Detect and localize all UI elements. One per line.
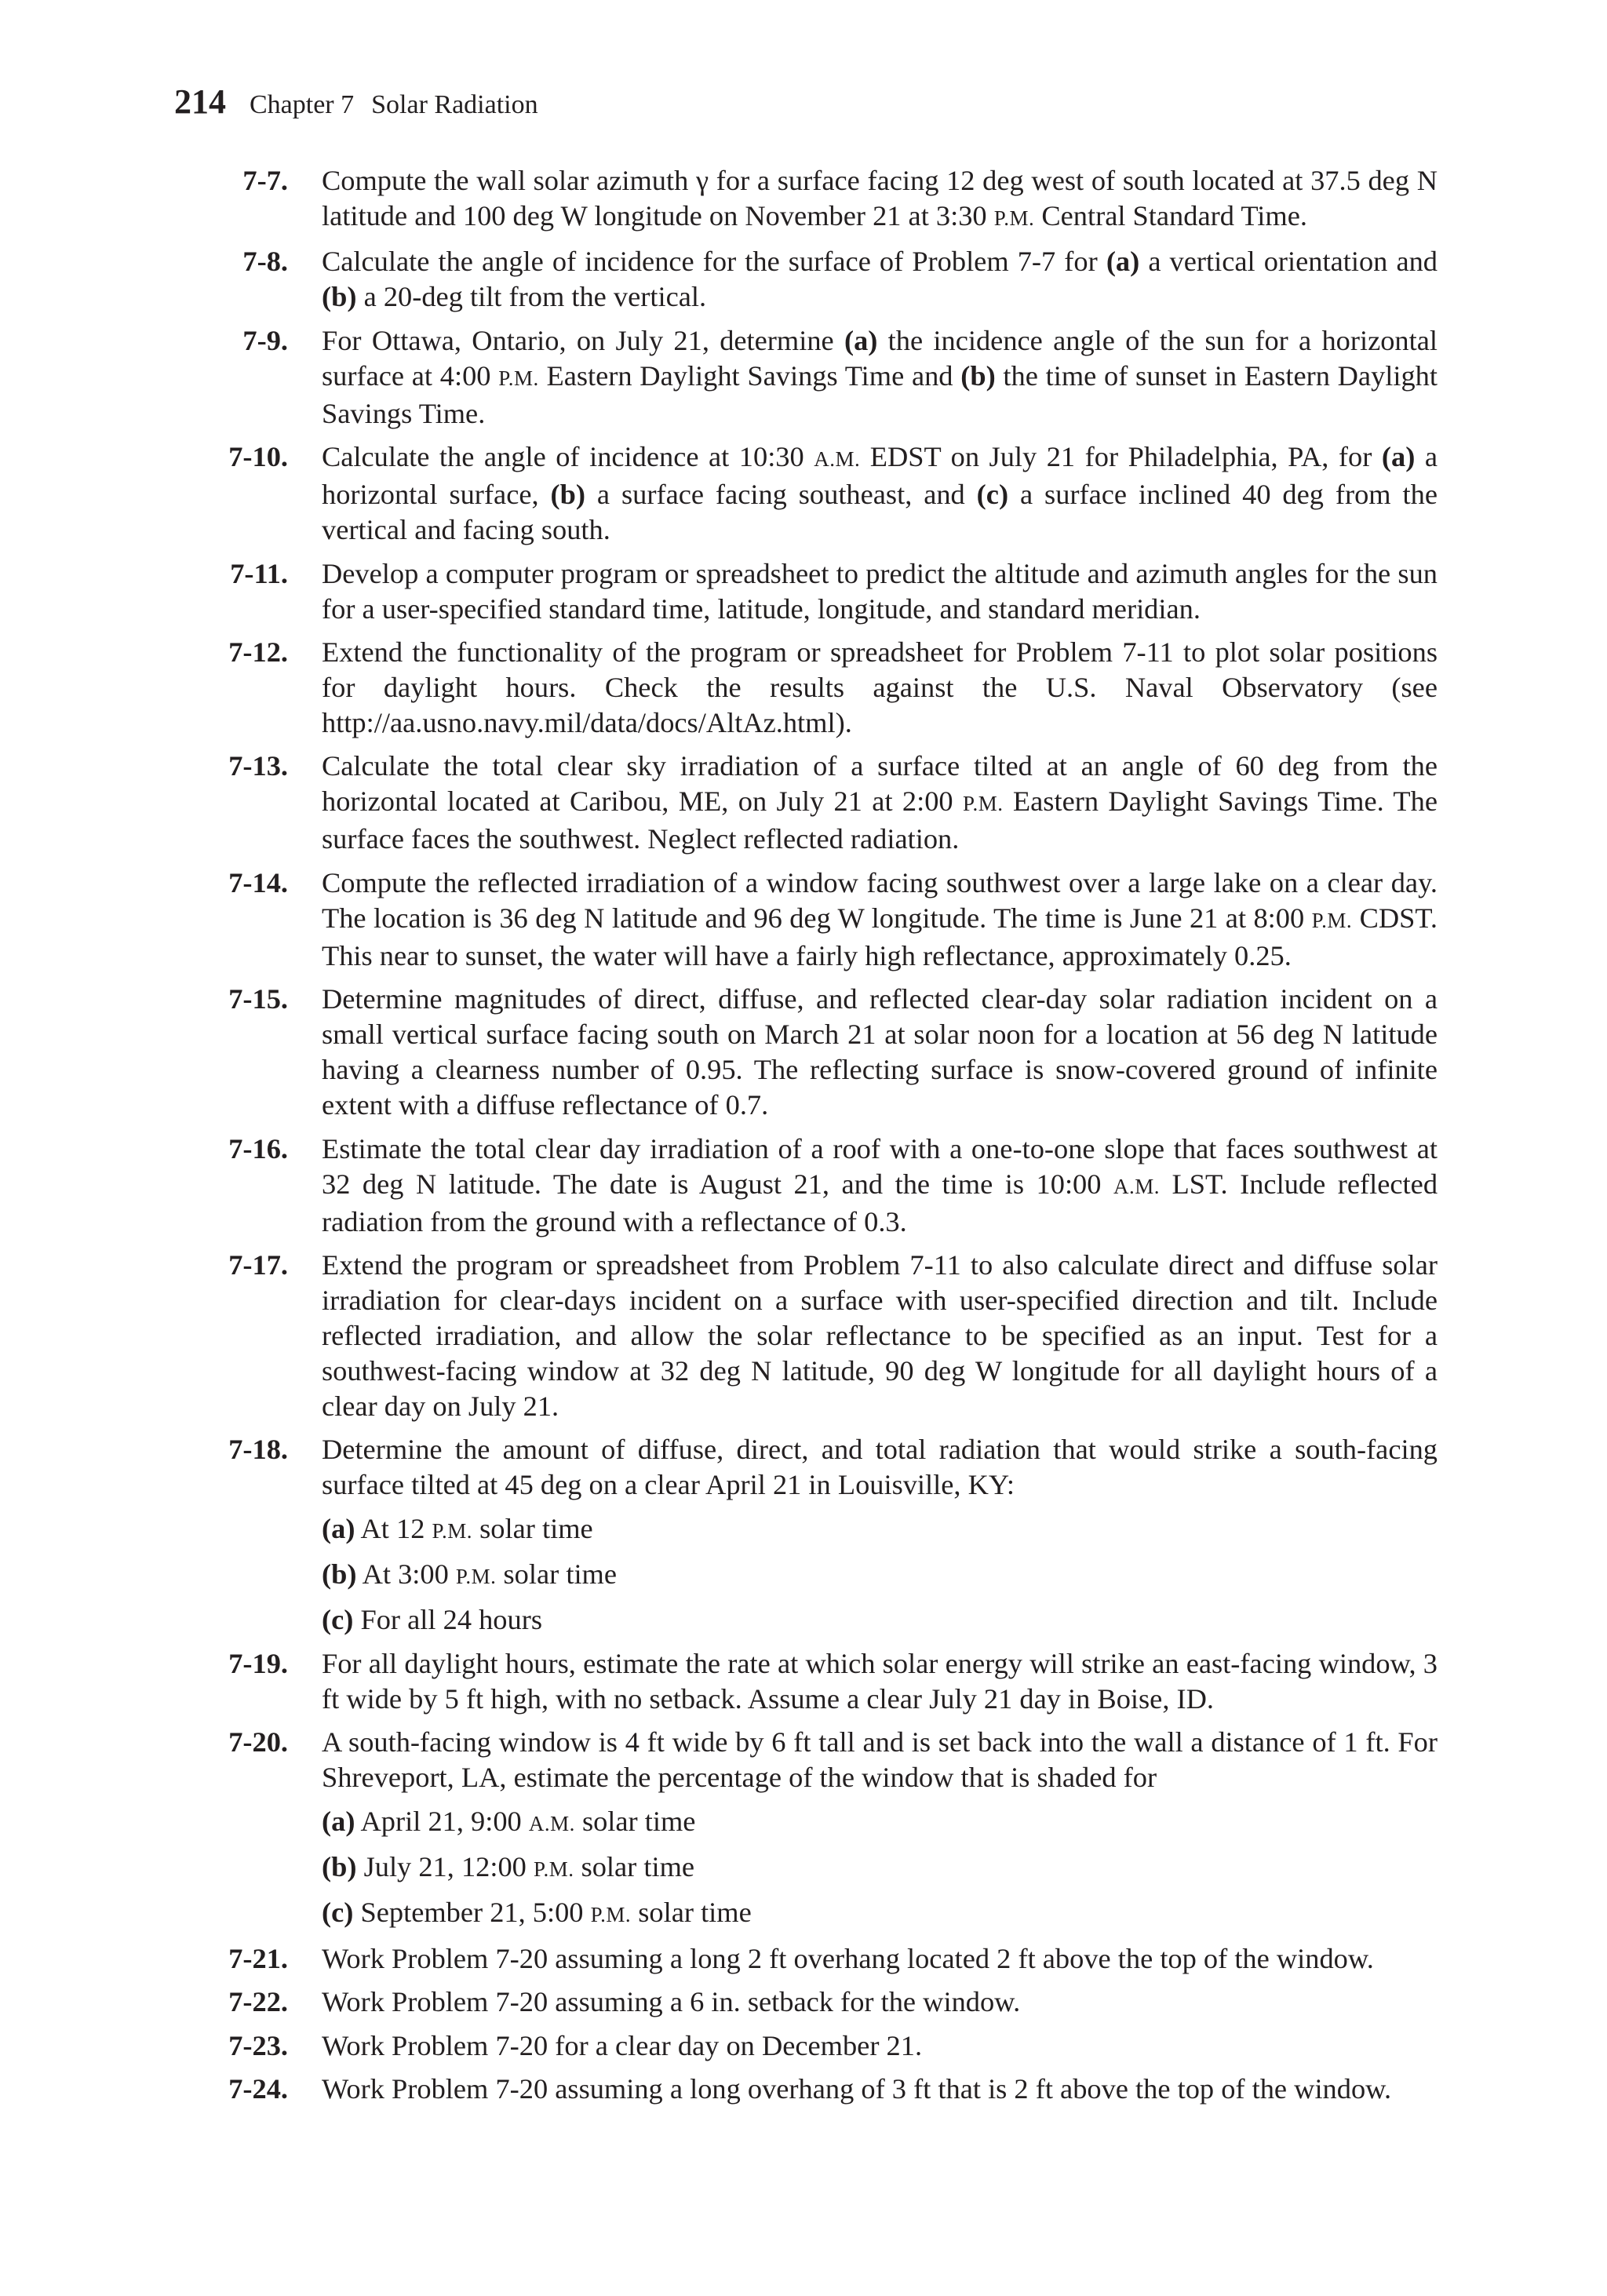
sub-item-label: (c) xyxy=(322,1897,354,1929)
problem-7-12 xyxy=(174,635,1438,741)
problem-number: 7-21. xyxy=(228,1942,288,1974)
page-number: 214 xyxy=(174,82,226,121)
problem-number: 7-11. xyxy=(230,557,288,589)
problem-text: Calculate the total clear sky irradiation of a surface tilted at an angle of 60 deg from the horizontal located at Caribou, ME, on July 21 at 2:00 P.M. Eastern Daylight Savings Time. The surface faces the southwest. Neglect reflected radiation. xyxy=(322,750,1438,855)
sub-item xyxy=(322,1850,1438,1887)
problem-number: 7-22. xyxy=(228,1986,288,2018)
problem-body xyxy=(322,1432,1438,1638)
problem-7-22 xyxy=(174,1984,1438,2020)
sub-item-text: April 21, 9:00 A.M. solar time xyxy=(360,1805,696,1837)
problem-7-24 xyxy=(174,2072,1438,2107)
problem-7-11 xyxy=(174,556,1438,627)
sub-item-label: (b) xyxy=(322,1558,357,1591)
problem-text: Work Problem 7-20 assuming a long 2 ft overhang located 2 ft above the top of the window. xyxy=(322,1942,1374,1974)
problem-7-16 xyxy=(174,1132,1438,1240)
problem-7-20 xyxy=(174,1725,1438,1933)
sub-item-label: (c) xyxy=(322,1604,354,1636)
problem-7-19 xyxy=(174,1646,1438,1717)
problem-number: 7-24. xyxy=(228,2072,288,2105)
problem-7-8 xyxy=(174,244,1438,315)
problem-text: Extend the program or spreadsheet from Problem 7-11 to also calculate direct and diffuse solar irradiation for clear-days incident on a surface with user-specified direction and tilt. Include reflected irradiation, and allow the solar reflectance to be specified as an input. Test for a southwest-facing window at 32 deg N latitude, 90 deg W longitude for all daylight hours of a clear day on July 21. xyxy=(322,1248,1438,1422)
sub-item-label: (a) xyxy=(322,1805,355,1837)
problem-number: 7-7. xyxy=(242,165,288,196)
problem-text: For Ottawa, Ontario, on July 21, determine (a) the incidence angle of the sun for a horizontal surface at 4:00 P.M. Eastern Daylight Savings Time and (b) the time of sunset in Eastern Daylight Savings Time. xyxy=(322,324,1438,429)
sub-item xyxy=(322,1602,1438,1638)
problem-7-9 xyxy=(174,323,1438,432)
page-header xyxy=(174,82,538,122)
section-title: Solar Radiation xyxy=(371,90,538,119)
problem-number: 7-23. xyxy=(228,2029,288,2061)
problem-text: Work Problem 7-20 assuming a 6 in. setback for the window. xyxy=(322,1986,1021,2018)
problem-number: 7-17. xyxy=(228,1248,288,1281)
problem-text: Calculate the angle of incidence for the surface of Problem 7-7 for (a) a vertical orientation and (b) a 20-deg tilt from the vertical. xyxy=(322,246,1438,313)
problem-text: Work Problem 7-20 for a clear day on December 21. xyxy=(322,2029,923,2061)
sub-item-text: September 21, 5:00 P.M. solar time xyxy=(360,1897,752,1929)
problem-number: 7-16. xyxy=(228,1132,288,1164)
problem-list xyxy=(174,163,1438,2115)
sub-item xyxy=(322,1804,1438,1842)
problem-7-7 xyxy=(174,163,1438,236)
problem-number: 7-14. xyxy=(228,866,288,898)
problem-7-18 xyxy=(174,1432,1438,1638)
problem-number: 7-20. xyxy=(228,1726,288,1758)
problem-body xyxy=(322,1725,1438,1933)
sub-item-label: (b) xyxy=(322,1851,357,1883)
problem-number: 7-12. xyxy=(228,636,288,668)
sub-item xyxy=(322,1511,1438,1549)
problem-7-15 xyxy=(174,982,1438,1123)
problem-number: 7-9. xyxy=(242,324,288,356)
sub-item-label: (a) xyxy=(322,1512,355,1544)
problem-number: 7-15. xyxy=(228,983,288,1015)
sub-item xyxy=(322,1557,1438,1594)
problem-text: Calculate the angle of incidence at 10:30 A.M. EDST on July 21 for Philadelphia, PA, for (a) a horizontal surface, (b) a surface facing southeast, and (c) a surface inclined 40 deg from the vertical and facing south. xyxy=(322,441,1438,546)
problem-text: Determine the amount of diffuse, direct, and total radiation that would strike a south-facing surface tilted at 45 deg on a clear April 21 in Louisville, KY: xyxy=(322,1434,1438,1501)
problem-text: Compute the wall solar azimuth γ for a surface facing 12 deg west of south located at 37.5 deg N latitude and 100 deg W longitude on November 21 at 3:30 P.M. Central Standard Time. xyxy=(322,165,1438,231)
sub-item xyxy=(322,1895,1438,1933)
problem-text: Compute the reflected irradiation of a window facing southwest over a large lake on a clear day. The location is 36 deg N latitude and 96 deg W longitude. The time is June 21 at 8:00 P.M. CDST. This near to sunset, the water will have a fairly high reflectance, approximately 0.25. xyxy=(322,866,1438,971)
problem-text: Determine magnitudes of direct, diffuse, and reflected clear-day solar radiation incident on a small vertical surface facing south on March 21 at solar noon for a location at 56 deg N latitude having a clearness number of 0.95. The reflecting surface is snow-covered ground of infinite extent with a diffuse reflectance of 0.7. xyxy=(322,983,1438,1121)
problem-text: For all daylight hours, estimate the rate at which solar energy will strike an east-facing window, 3 ft wide by 5 ft high, with no setback. Assume a clear July 21 day in Boise, ID. xyxy=(322,1647,1438,1715)
problem-7-14 xyxy=(174,866,1438,974)
problem-number: 7-8. xyxy=(242,246,288,278)
problem-7-13 xyxy=(174,749,1438,857)
problem-7-17 xyxy=(174,1248,1438,1424)
problem-text: Develop a computer program or spreadsheet to predict the altitude and azimuth angles for the sun for a user-specified standard time, latitude, longitude, and standard meridian. xyxy=(322,557,1438,625)
problem-number: 7-10. xyxy=(228,441,288,473)
problem-text: A south-facing window is 4 ft wide by 6 ft tall and is set back into the wall a distance of 1 ft. For Shreveport, LA, estimate the percentage of the window that is shaded for xyxy=(322,1726,1438,1794)
problem-7-21 xyxy=(174,1941,1438,1977)
sub-item-text: July 21, 12:00 P.M. solar time xyxy=(363,1851,695,1883)
sub-item-text: At 3:00 P.M. solar time xyxy=(362,1558,618,1591)
problem-text: Extend the functionality of the program or spreadsheet for Problem 7-11 to plot solar positions for daylight hours. Check the results against the U.S. Naval Observatory (see http://aa.usno.navy.mil/data/docs/AltAz.html). xyxy=(322,636,1438,738)
problem-number: 7-13. xyxy=(228,750,288,782)
problem-number: 7-18. xyxy=(228,1434,288,1466)
problem-7-23 xyxy=(174,2028,1438,2064)
problem-text: Estimate the total clear day irradiation of a roof with a one-to-one slope that faces southwest at 32 deg N latitude. The date is August 21, and the time is 10:00 A.M. LST. Include reflected radiation from the ground with a reflectance of 0.3. xyxy=(322,1132,1438,1237)
problem-number: 7-19. xyxy=(228,1647,288,1679)
chapter-label: Chapter 7 xyxy=(250,90,355,119)
problem-text: Work Problem 7-20 assuming a long overhang of 3 ft that is 2 ft above the top of the window. xyxy=(322,2072,1392,2105)
sub-item-text: For all 24 hours xyxy=(360,1604,542,1636)
sub-item-text: At 12 P.M. solar time xyxy=(360,1512,593,1544)
problem-7-10 xyxy=(174,439,1438,548)
